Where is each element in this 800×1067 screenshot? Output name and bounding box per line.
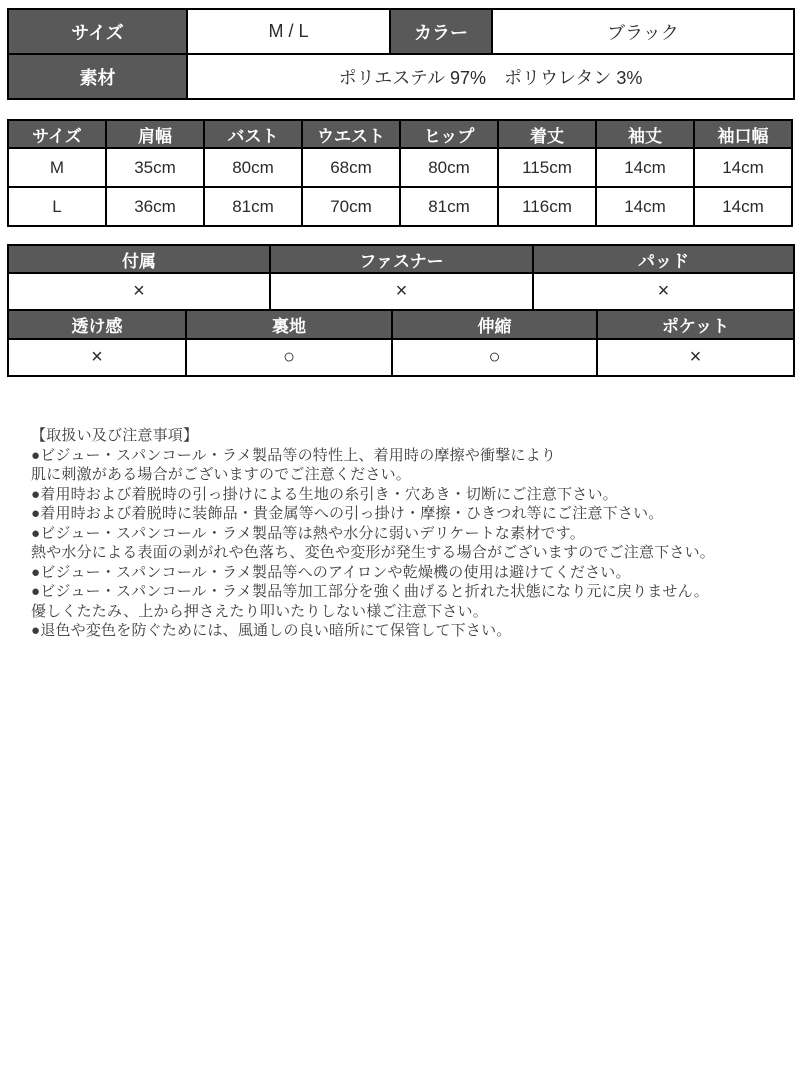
feature-value-cell: ○ — [186, 339, 392, 376]
measurement-cell: 68cm — [302, 148, 400, 187]
column-header: ファスナー — [270, 245, 533, 273]
measurement-cell: 81cm — [204, 187, 302, 226]
color-value-cell: ブラック — [492, 9, 794, 54]
measurement-cell: 116cm — [498, 187, 596, 226]
measurement-cell: 81cm — [400, 187, 498, 226]
care-note-line: ●ビジュー・スパンコール・ラメ製品等加工部分を強く曲げると折れた状態になり元に戻りません。 — [31, 583, 709, 600]
care-note-line: ●着用時および着脱時の引っ掛けによる生地の糸引き・穴あき・切断にご注意下さい。 — [31, 485, 618, 503]
feature-value-cell: × — [8, 273, 270, 310]
care-note-line: 優しくたたみ、上から押さえたり叩いたりしない様ご注意下さい。 — [31, 602, 488, 620]
measurement-row-l — [8, 187, 792, 226]
column-header: 伸縮 — [392, 310, 597, 339]
feature-value-cell: × — [8, 339, 186, 376]
measurement-cell: 14cm — [596, 148, 694, 187]
care-notes-title: 【取扱い及び注意事項】 — [31, 427, 199, 444]
feature-value-cell: × — [533, 273, 794, 310]
measurement-header-row — [8, 120, 792, 148]
size-label-cell: サイズ — [8, 9, 187, 54]
column-header: 裏地 — [186, 310, 392, 339]
feature-value-cell: × — [597, 339, 794, 376]
measurement-cell: 14cm — [694, 148, 792, 187]
feature-value-row — [8, 339, 794, 376]
feature-header-row — [8, 310, 794, 339]
care-note-line: ●退色や変色を防ぐためには、風通しの良い暗所にて保管して下さい。 — [31, 622, 512, 639]
column-header: ヒップ — [400, 120, 498, 148]
column-header: 透け感 — [8, 310, 186, 339]
measurement-table — [7, 119, 793, 227]
table-row — [8, 9, 794, 54]
measurement-cell: 14cm — [596, 187, 694, 226]
column-header: 袖口幅 — [694, 120, 792, 148]
measurement-cell: 36cm — [106, 187, 204, 226]
size-color-material-table — [7, 8, 795, 100]
column-header: サイズ — [8, 120, 106, 148]
care-notes — [31, 426, 783, 641]
column-header: ウエスト — [302, 120, 400, 148]
care-note-line: 肌に刺激がある場合がございますのでご注意ください。 — [31, 466, 412, 483]
feature-table-top — [7, 244, 795, 311]
column-header: バスト — [204, 120, 302, 148]
care-note-line: ●着用時および着脱時に装飾品・貴金属等への引っ掛け・摩擦・ひきつれ等にご注意下さい。 — [31, 505, 664, 522]
feature-table-bottom — [7, 309, 795, 377]
measurement-cell: 115cm — [498, 148, 596, 187]
size-cell: L — [8, 187, 106, 226]
care-note-line: ●ビジュー・スパンコール・ラメ製品等の特性上、着用時の摩擦や衝撃により — [31, 446, 557, 464]
measurement-cell: 80cm — [204, 148, 302, 187]
table-row — [8, 54, 794, 99]
column-header: 袖丈 — [596, 120, 694, 148]
measurement-row-m — [8, 148, 792, 187]
size-value-cell: M / L — [187, 9, 390, 54]
care-note-line: ●ビジュー・スパンコール・ラメ製品等へのアイロンや乾燥機の使用は避けてください。 — [31, 563, 631, 581]
feature-value-cell: × — [270, 273, 533, 310]
measurement-cell: 35cm — [106, 148, 204, 187]
column-header: 着丈 — [498, 120, 596, 148]
feature-value-row — [8, 273, 794, 310]
size-cell: M — [8, 148, 106, 187]
column-header: 付属 — [8, 245, 270, 273]
color-label-cell: カラー — [390, 9, 492, 54]
feature-header-row — [8, 245, 794, 273]
measurement-cell: 80cm — [400, 148, 498, 187]
measurement-cell: 70cm — [302, 187, 400, 226]
column-header: パッド — [533, 245, 794, 273]
column-header: ポケット — [597, 310, 794, 339]
material-label-cell: 素材 — [8, 54, 187, 99]
care-note-line: 熱や水分による表面の剥がれや色落ち、変色や変形が発生する場合がございますのでご注意下さい。 — [31, 544, 716, 561]
care-note-line: ●ビジュー・スパンコール・ラメ製品等は熱や水分に弱いデリケートな素材です。 — [31, 524, 585, 542]
measurement-cell: 14cm — [694, 187, 792, 226]
column-header: 肩幅 — [106, 120, 204, 148]
material-value-cell: ポリエステル 97% ポリウレタン 3% — [187, 54, 794, 99]
feature-value-cell: ○ — [392, 339, 597, 376]
